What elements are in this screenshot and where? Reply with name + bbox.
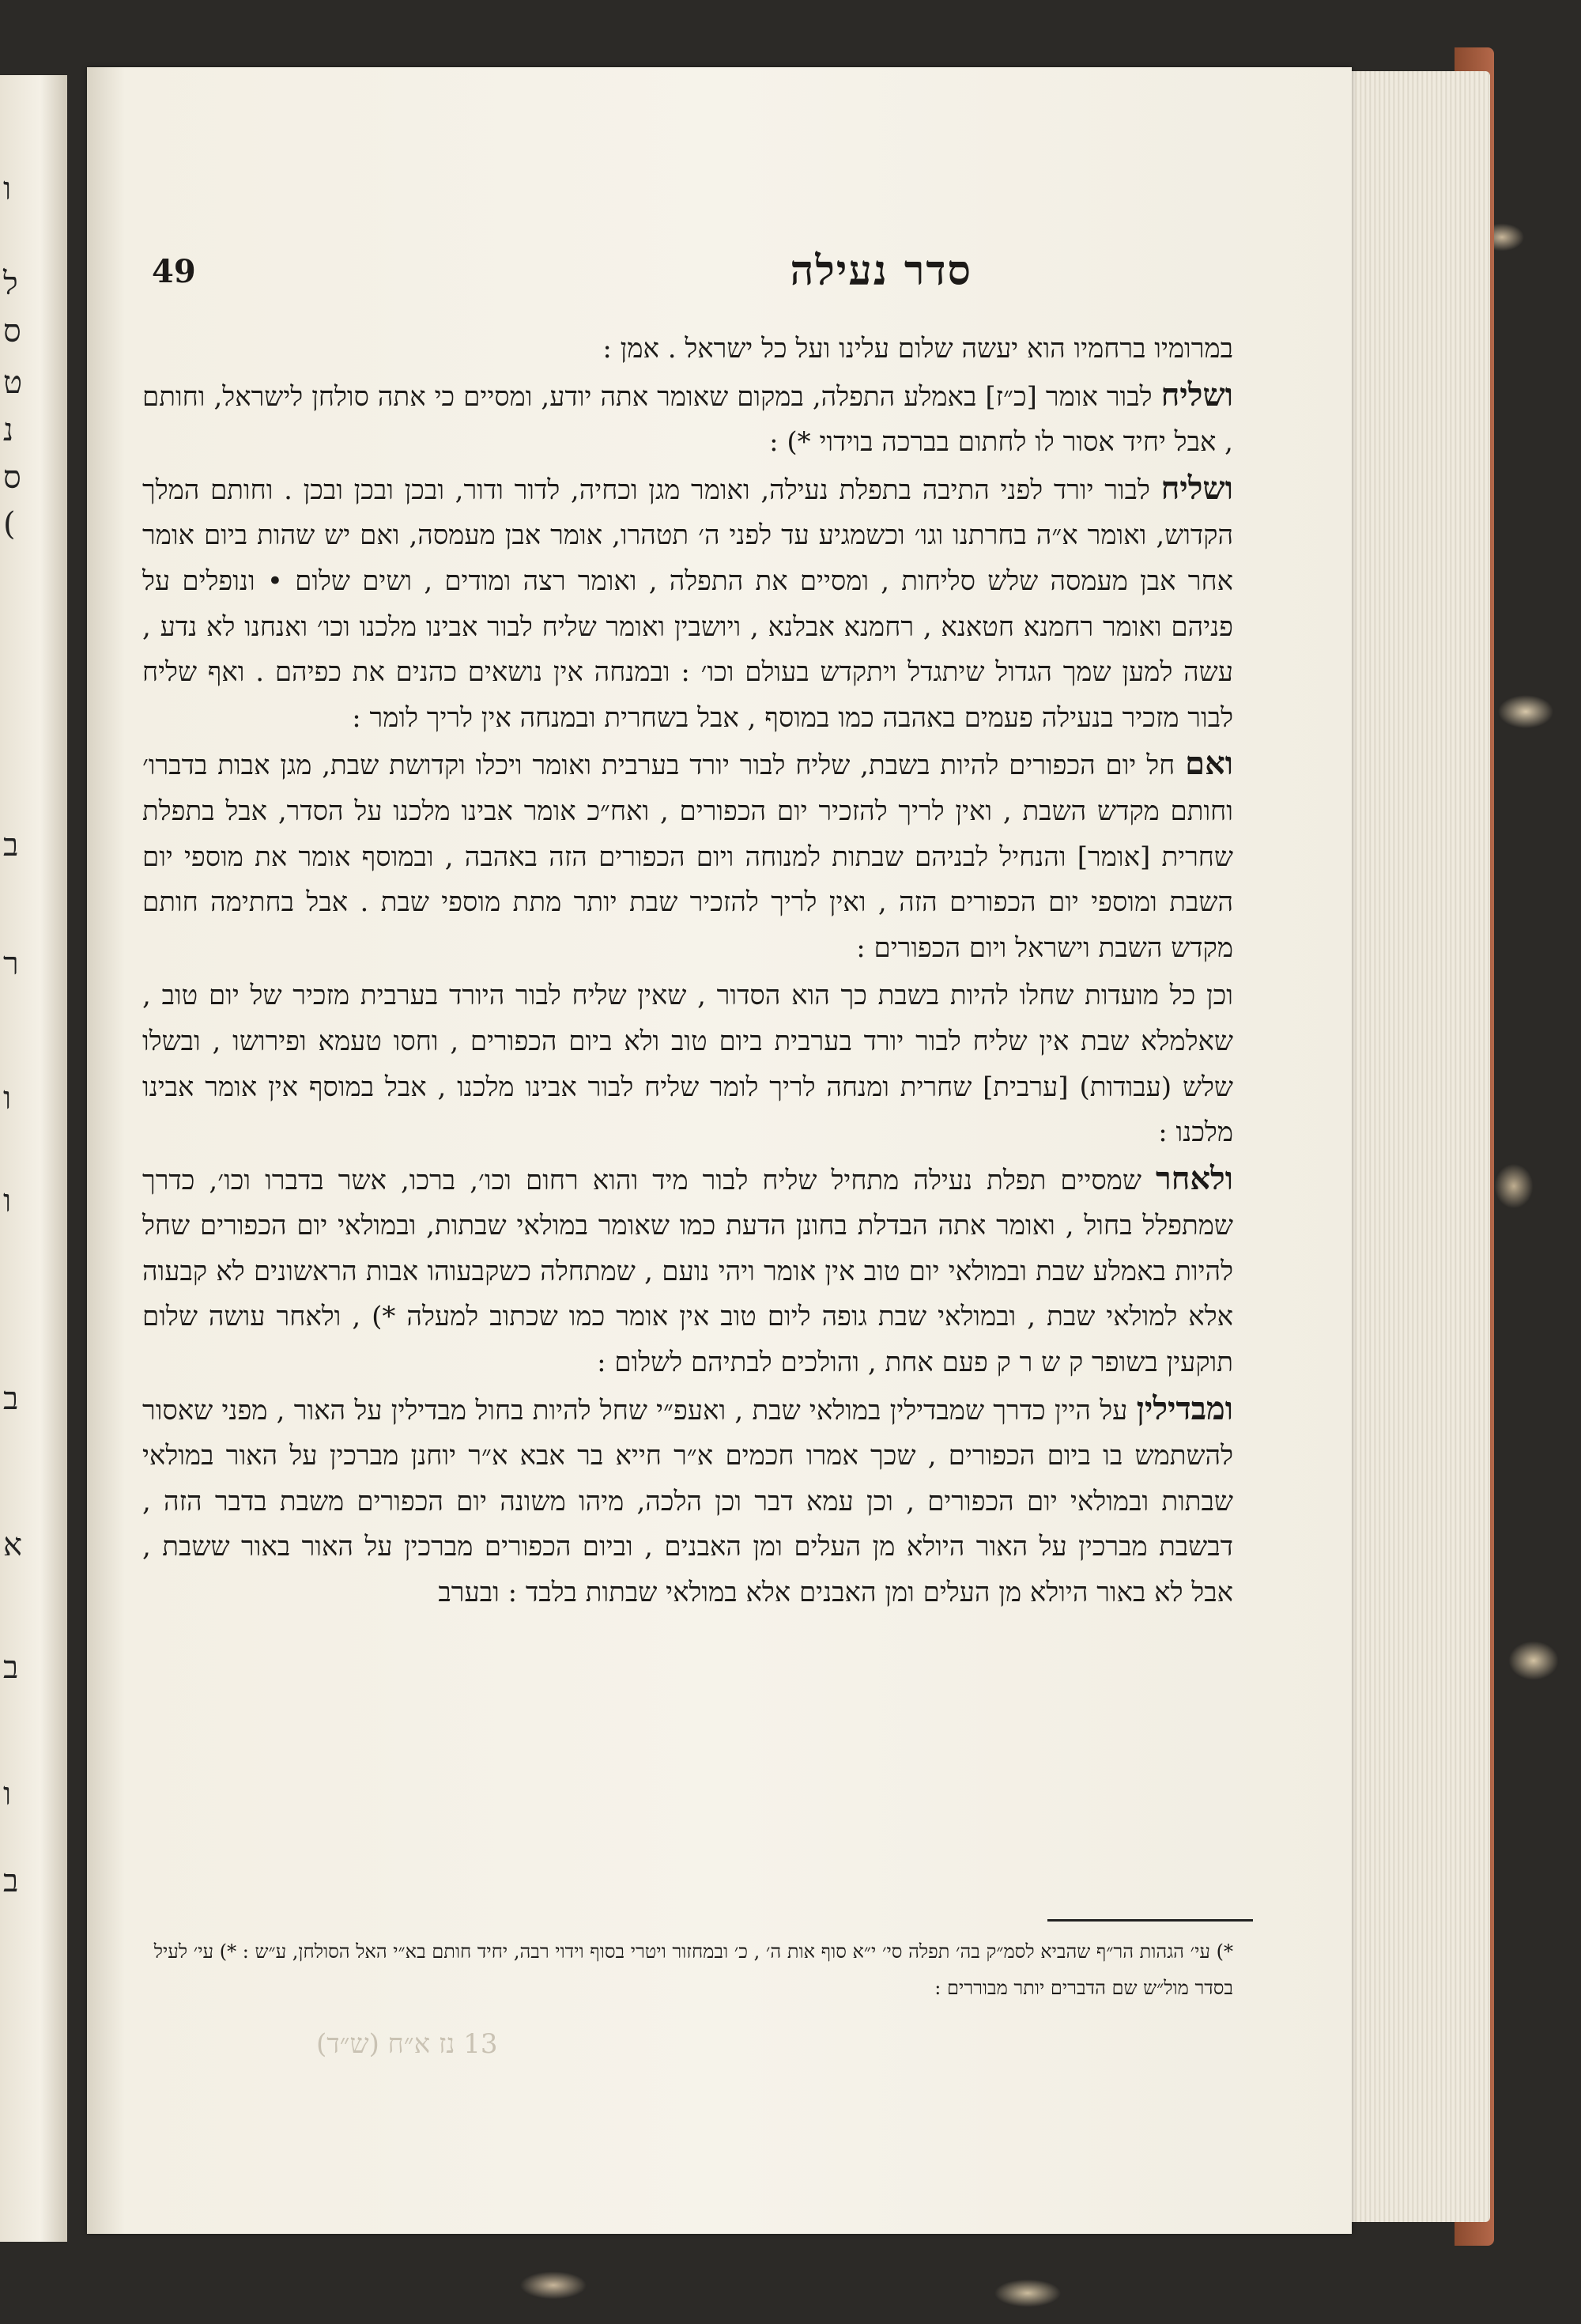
paragraph: וכן כל מועדות שחלו להיות בשבת כך הוא הסדור , שאין שליח לבור היורד בערבית מזכיר של יום טוב , שאלמלא שבת אין שליח לבור יורד בערבית ביום טוב ולא ביום הכפורים , וחסו טעמא ופירושו , ובשלו שלש (עבודות) [ערבית] שחרית ומנחה לריך לומר שליח לבור אבינו מלכנו , אבל במוסף אין אומר אבינו מלכנו : <box>142 980 1233 1149</box>
paragraph: ולאחר שמסיים תפלת נעילה מתחיל שליח לבור מיד והוא רחום וכו׳, ברכו, אשר בדברו וכו׳, כדרך שמתפלל בחול , ואומר אתה הבדלת בחונן הדעת כמו שאומר במולאי שבתות, ובמולאי יום הכפורים שחל להיות באמלע שבת ובמולאי יום טוב אין אומר ויהי נועם , שמתחלה כשקבעוהו אבות הראשונים לא קבעוה אלא למולאי שבת , ובמולאי שבת גופה ליום טוב אין אומר כמו שכתוב למעלה *) , ולאחר עושה שלום תוקעין בשופר ק ש ר ק פעם אחת , והולכים לבתיהם לשלום : <box>142 1159 1234 1379</box>
left-page-fragment: ב <box>3 1381 19 1417</box>
left-page-fragment: ב <box>3 1863 19 1899</box>
left-page-fragment: ס <box>3 459 21 496</box>
body-text <box>142 324 1233 1616</box>
left-page-fragment: ב <box>3 827 19 863</box>
paragraph: ושליח לבור יורד לפני התיבה בתפלת נעילה, ואומר מגן וכחיה, לדור ודור, ובכן ובכן ובכן . וחותם המלך הקדוש, ואומר א״ה בחרתנו וגו׳ וכשמגיע עד לפני ה׳ תטהרו, אומר אבן מעמסה, ואם יש שהות ביום אומר אחר אבן מעמסה שלש סליחות , ומסיים את התפלה , ואומר רצה ומודים , ושים שלום • ונופלים על פניהם ואומר רחמנא חטאנא , רחמנא אבלנא , ויושבין ואומר שליח לבור אבינו מלכנו וכו׳ ואנחנו לא נדע , עשה למען שמך הגדול שיתגדל ויתקדש בעולם וכו׳ : ובמנחה אין נושאים כהנים את כפיהם . ואף שליח לבור מזכיר בנעילה פעמים באהבה כמו במוסף , אבל בשחרית ובמנחה אין לריך לומר : <box>142 469 1233 734</box>
left-page-fragment: ט <box>3 365 23 401</box>
bleed-through-footer: 13 נז א״ח (ש״ד) <box>316 2028 498 2060</box>
left-page-fragment: ל <box>3 266 18 302</box>
footnote: *) עי׳ הגהות הר״ף שהביא לסמ״ק בה׳ תפלה סי׳ י״א סוף אות ה׳ , כ׳ ובמחזור ויטרי בסוף וידוי רבה, יחיד חותם בא״י האל הסולחן, ע״ש : *) עי׳ לעיל בסדר מול״ש שם הדברים יותר מבוררים : <box>153 1940 1233 1999</box>
left-page-fragment: ו <box>3 1183 12 1219</box>
page-header <box>142 237 1233 316</box>
left-page-fragment: נ <box>3 412 14 448</box>
left-page-fragment: א <box>3 1527 23 1563</box>
left-page-fragment: ו <box>3 171 12 207</box>
left-page-fragment: ( <box>3 506 16 542</box>
paragraph: ואם חל יום הכפורים להיות בשבת, שליח לבור יורד בערבית ואומר ויכלו וקדושת שבת, מגן אבות בדברו׳ וחותם מקדש השבת , ואין לריך להזכיר יום הכפורים , ואח״כ אומר אבינו מלכנו על הסדר, אבל בתפלת שחרית [אומר] והנחיל לבניהם שבתות למנוחה ויום הכפורים הזה באהבה , ובמוסף אומר את מוספי יום השבת ומוספי יום הכפורים הזה , ואין לריך להזכיר שבת יותר מתת מוספי שבת . אבל בחתימה חותם מקדש השבת וישראל ויום הכפורים : <box>142 745 1233 964</box>
footnote-divider <box>1047 1919 1253 1922</box>
paragraph: ומבדילין על היין כדרך שמבדילין במולאי שבת , ואעפ״י שחל להיות בחול מבדילין על האור , מפני שאסור להשתמש בו ביום הכפורים , שכך אמרו חכמים א״ר חייא בר אבא א״ר יוחנן מברכין על האור במולאי שבתות ובמולאי יום הכפורים , וכן עמא דבר וכן הלכה, מיהו משונה יום הכפורים משבת בדבר הזה , דבשבת מברכין על האור היולא מן העלים ומן האבנים , וביום הכפורים מברכין על האור באור ששבת , אבל לא באור היולא מן העלים ומן האבנים אלא במולאי שבתות בלבד : ובערב <box>142 1389 1233 1609</box>
page-stack-edges <box>1348 71 1490 2222</box>
left-page-fragment: ב <box>3 1649 19 1686</box>
paragraph: במרומיו ברחמיו הוא יעשה שלום עלינו ועל כל ישראל . אמן : <box>602 333 1233 365</box>
left-page-fragment: ס <box>3 313 21 350</box>
left-page-fragment: ו <box>3 1776 12 1812</box>
book-page <box>87 67 1352 2234</box>
page-number: 49 <box>152 253 196 290</box>
left-page-fragment: ו <box>3 1080 12 1117</box>
page-title: סדר נעילה <box>790 247 972 295</box>
paragraph: ושליח לבור אומר [כ״ז] באמלע התפלה, במקום שאומר אתה יודע, ומסיים כי אתה סולחן לישראל, וחותם , אבל יחיד אסור לו לחתום בברכה בוידוי *) : <box>142 376 1234 459</box>
left-page-sliver <box>0 75 67 2242</box>
left-page-fragment: ר <box>3 946 19 982</box>
